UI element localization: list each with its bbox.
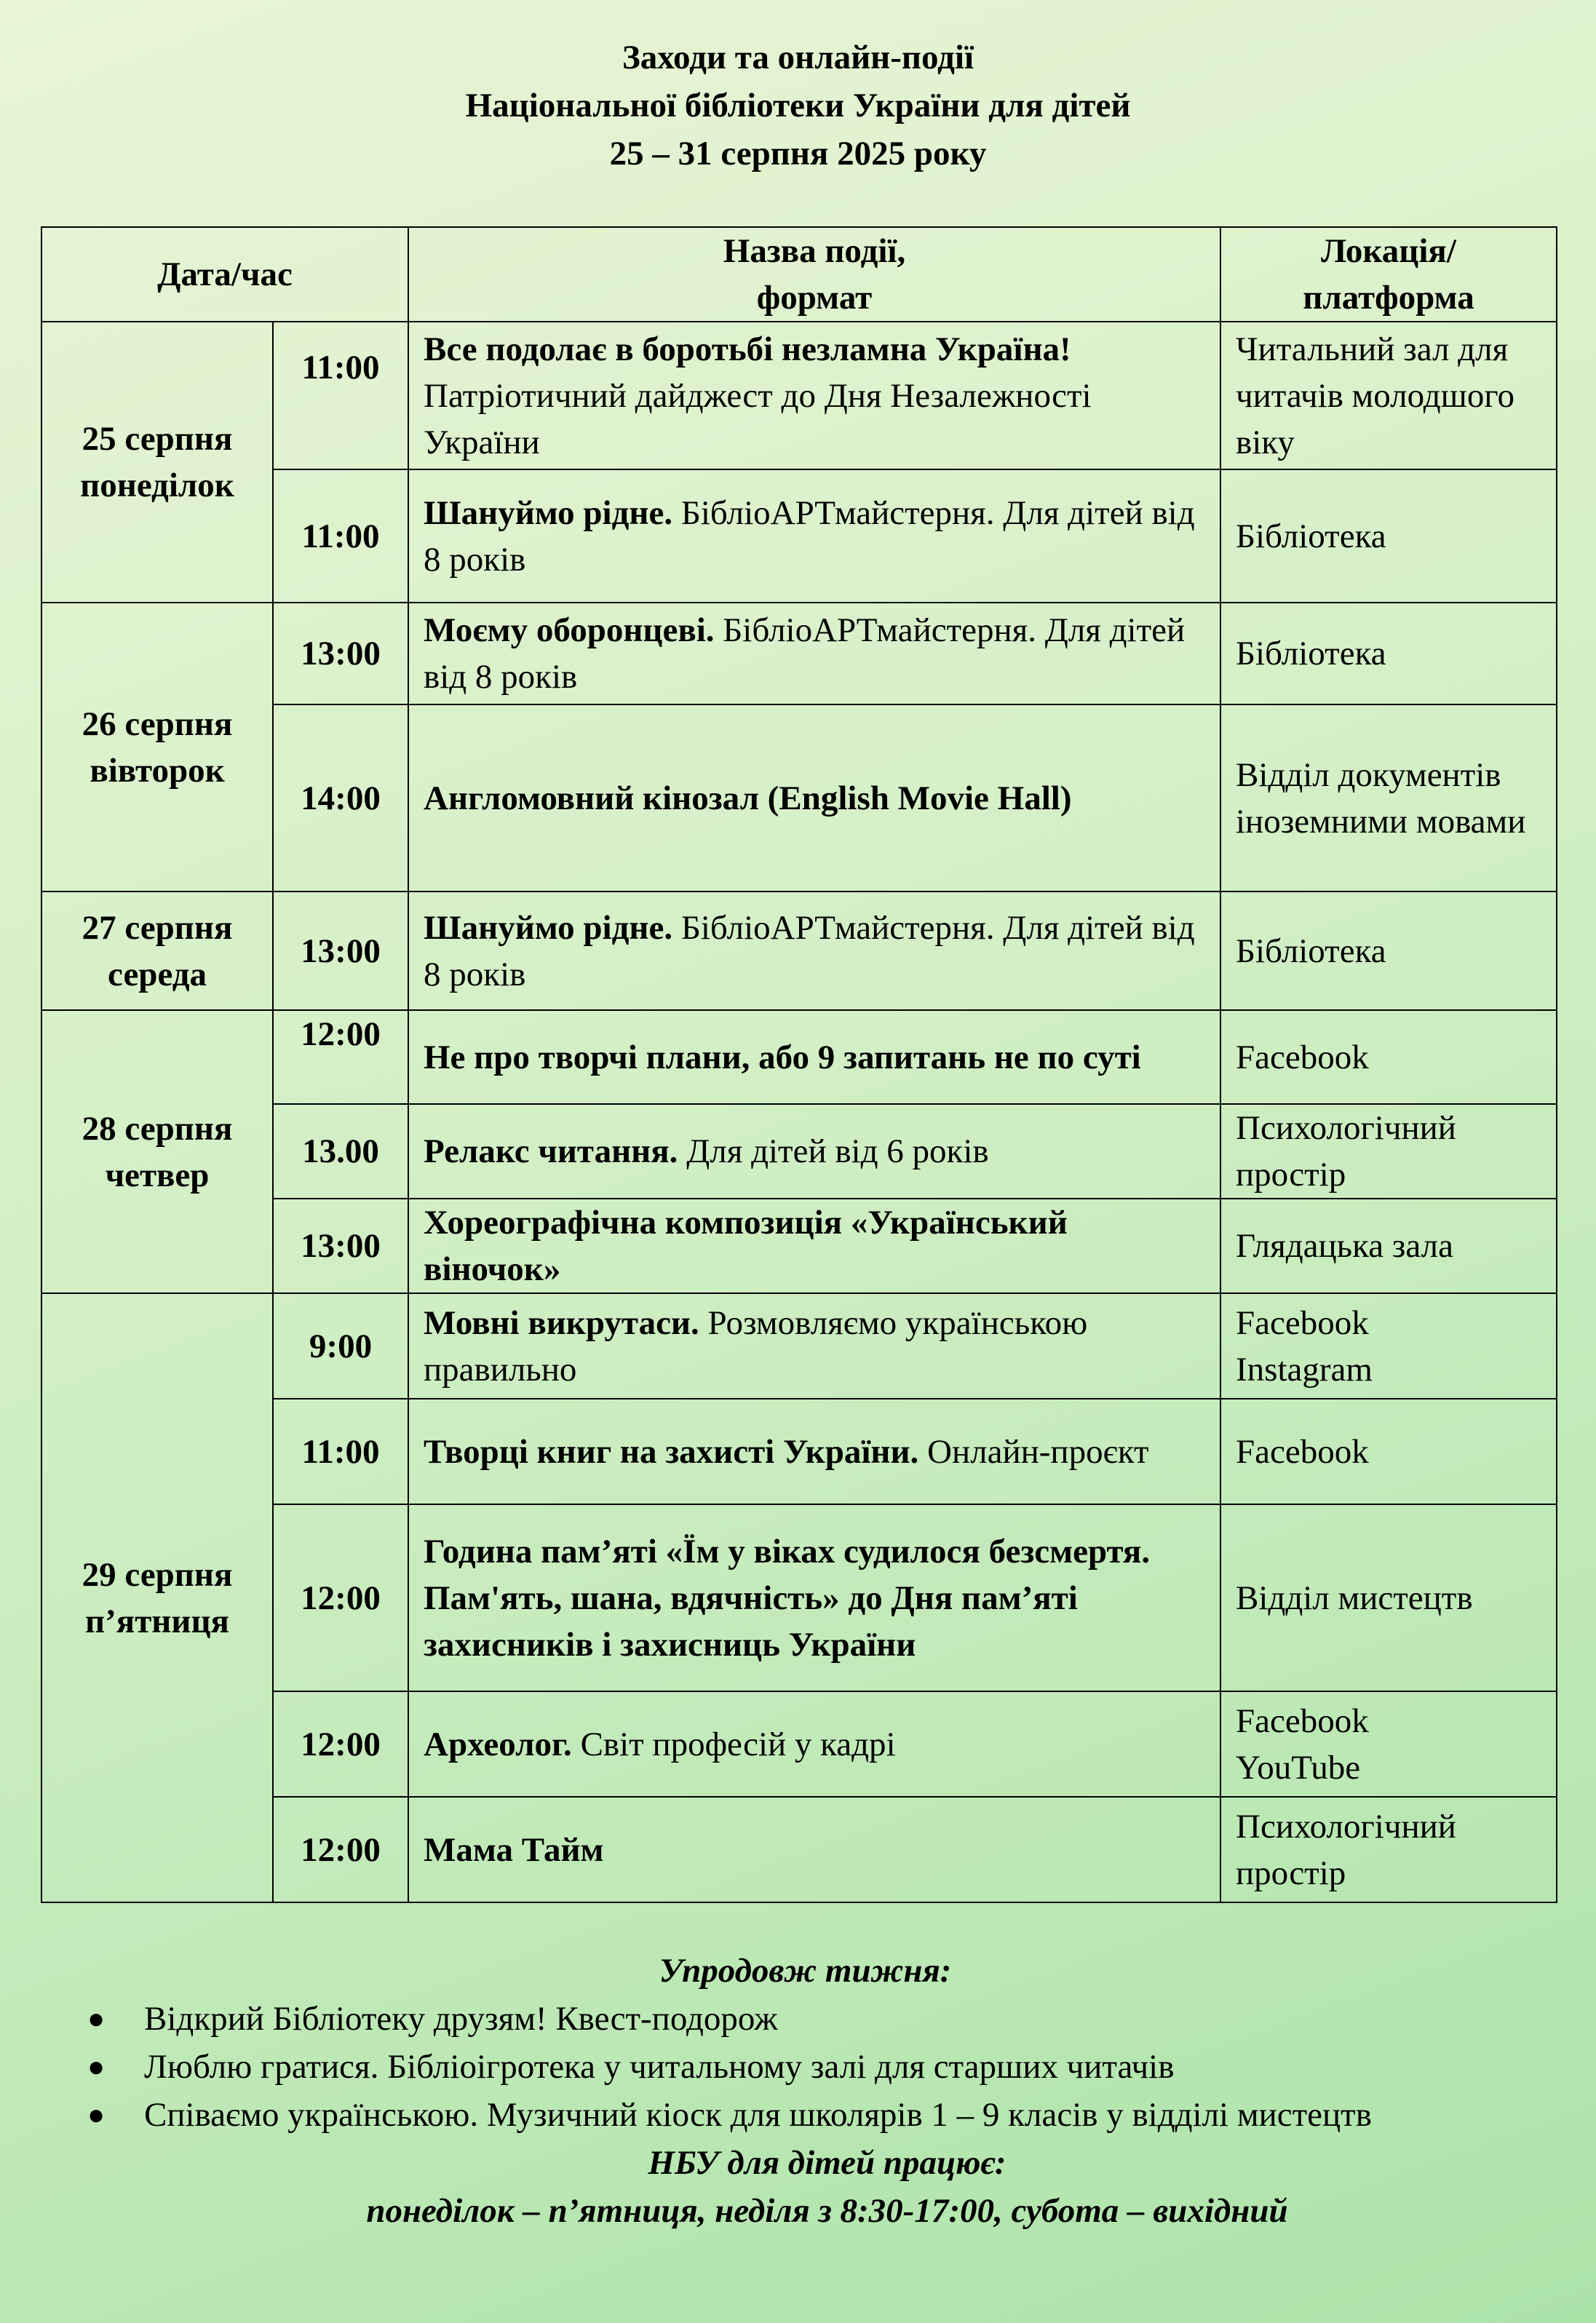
- event-title: Англомовний кінозал (English Movie Hall): [424, 779, 1072, 817]
- table-row: [41, 1010, 1557, 1104]
- event-title: Не про творчі плани, або 9 запитань не по суті: [424, 1038, 1141, 1076]
- title-line-3: 25 – 31 серпня 2025 року: [609, 135, 987, 172]
- header-event: [408, 227, 1220, 322]
- event-cell: [408, 1399, 1220, 1504]
- event-time: 11:00: [273, 322, 408, 469]
- list-item: [87, 1995, 1470, 2043]
- event-desc: Онлайн-проєкт: [918, 1432, 1149, 1471]
- title-line-2: Національної бібліотеки України для дітей: [465, 87, 1131, 124]
- event-location-line-2: YouTube: [1236, 1748, 1361, 1787]
- table-row: [41, 322, 1557, 469]
- title-line-1: Заходи та онлайн-події: [622, 39, 974, 76]
- event-time: 13:00: [273, 892, 408, 1010]
- event-desc: БібліоАРТмайстерня. Для дітей від 8 років: [424, 493, 1195, 579]
- bullet-icon: ●: [87, 2098, 106, 2131]
- event-time: 12:00: [273, 1691, 408, 1797]
- day-cell: [41, 892, 273, 1010]
- event-time: 13:00: [273, 603, 408, 704]
- event-time: 12:00: [273, 1797, 408, 1902]
- event-location-line-1: Facebook: [1236, 1701, 1369, 1740]
- event-location-line-2: Instagram: [1236, 1350, 1373, 1389]
- event-time: 9:00: [273, 1293, 408, 1399]
- header-event-line-2: формат: [756, 279, 873, 317]
- list-item: [87, 2043, 1470, 2091]
- table-row: [41, 603, 1557, 704]
- event-desc: Патріотичний дайджест до Дня Незалежності України: [424, 376, 1092, 461]
- event-cell: [408, 1797, 1220, 1902]
- event-location: Читальний зал для читачів молодшого віку: [1220, 322, 1557, 469]
- day-date: 27 серпня: [82, 908, 233, 947]
- week-section: [0, 1947, 1596, 2235]
- event-title: Година пам’яті «Їм у віках судилося безсмертя. Пам'ять, шана, вдячність» до Дня пам’яті захисників і захисниць України: [424, 1532, 1151, 1664]
- hours-title: НБУ для дітей працює:: [648, 2144, 1007, 2182]
- day-date: 28 серпня: [82, 1109, 233, 1148]
- event-location: Відділ мистецтв: [1220, 1504, 1557, 1691]
- event-cell: [408, 1293, 1220, 1399]
- event-title: Шануймо рідне.: [424, 908, 673, 947]
- event-cell: [408, 1010, 1220, 1104]
- table-row: [41, 892, 1557, 1010]
- header-location-line-1: Локація/: [1321, 232, 1456, 270]
- event-location: [1220, 1691, 1557, 1797]
- day-weekday: четвер: [105, 1156, 210, 1194]
- event-location: Психологічний простір: [1220, 1797, 1557, 1902]
- day-date: 29 серпня: [82, 1555, 233, 1594]
- event-location: Бібліотека: [1220, 469, 1557, 603]
- table-header-row: [41, 227, 1557, 322]
- page-title: [0, 33, 1596, 178]
- header-location: [1220, 227, 1557, 322]
- event-desc: Для дітей від 6 років: [678, 1132, 989, 1170]
- day-weekday: п’ятниця: [85, 1602, 229, 1640]
- event-title: Все подолає в боротьбі незламна Україна!: [424, 330, 1071, 368]
- day-cell: [41, 1293, 273, 1902]
- event-desc: БібліоАРТмайстерня. Для дітей від 8 років: [424, 908, 1195, 993]
- event-cell: [408, 322, 1220, 469]
- event-cell: [408, 704, 1220, 892]
- event-time: 14:00: [273, 704, 408, 892]
- day-date: 25 серпня: [82, 420, 233, 458]
- day-date: 26 серпня: [82, 704, 233, 743]
- event-location-line-1: Facebook: [1236, 1303, 1369, 1342]
- list-item: [87, 2091, 1470, 2139]
- day-cell: [41, 603, 273, 892]
- list-item-text: Відкрий Бібліотеку друзям! Квест-подорож: [144, 2000, 778, 2038]
- day-weekday: вівторок: [90, 751, 225, 790]
- event-desc: Світ професій у кадрі: [571, 1725, 896, 1763]
- day-cell: [41, 1010, 273, 1293]
- list-item-text: Співаємо українською. Музичний кіоск для школярів 1 – 9 класів у відділі мистецтв: [144, 2096, 1372, 2134]
- day-cell: [41, 322, 273, 603]
- event-location: Глядацька зала: [1220, 1199, 1557, 1293]
- event-location: Бібліотека: [1220, 892, 1557, 1010]
- bullet-icon: ●: [87, 2050, 106, 2083]
- event-location: Бібліотека: [1220, 603, 1557, 704]
- event-location: Психологічний простір: [1220, 1104, 1557, 1199]
- table-row: [41, 1293, 1557, 1399]
- header-date: Дата/час: [41, 227, 408, 322]
- event-location: Facebook: [1220, 1010, 1557, 1104]
- event-time: 13:00: [273, 1199, 408, 1293]
- event-title: Шануймо рідне.: [424, 493, 673, 532]
- event-title: Мама Тайм: [424, 1830, 604, 1869]
- event-location: Facebook: [1220, 1399, 1557, 1504]
- header-location-line-2: платформа: [1303, 279, 1474, 317]
- event-location: [1220, 1293, 1557, 1399]
- event-time: 11:00: [273, 1399, 408, 1504]
- list-item-text: Люблю гратися. Бібліоігротека у читальному залі для старших читачів: [144, 2048, 1175, 2086]
- event-cell: [408, 469, 1220, 603]
- event-cell: [408, 1691, 1220, 1797]
- event-cell: [408, 603, 1220, 704]
- event-time: 11:00: [273, 469, 408, 603]
- event-title: Релакс читання.: [424, 1132, 678, 1170]
- event-desc: Розмовляємо українською правильно: [424, 1303, 1088, 1389]
- day-weekday: понеділок: [80, 466, 234, 504]
- event-cell: [408, 1504, 1220, 1691]
- event-title: Творці книг на захисті України.: [424, 1432, 919, 1471]
- event-cell: [408, 1199, 1220, 1293]
- schedule-table: [41, 226, 1557, 1903]
- event-cell: [408, 1104, 1220, 1199]
- day-weekday: середа: [108, 955, 207, 993]
- event-title: Археолог.: [424, 1725, 572, 1763]
- bullet-icon: ●: [87, 2002, 106, 2035]
- event-cell: [408, 892, 1220, 1010]
- event-time: 13.00: [273, 1104, 408, 1199]
- event-desc: БібліоАРТмайстерня. Для дітей від 8 років: [424, 611, 1186, 696]
- week-list: [87, 1995, 1470, 2139]
- event-location: Відділ документів іноземними мовами: [1220, 704, 1557, 892]
- event-time: 12:00: [273, 1504, 408, 1691]
- event-title: Хореографічна композиція «Український віночок»: [424, 1204, 1068, 1288]
- header-event-line-1: Назва події,: [723, 232, 906, 270]
- event-title: Моєму оборонцеві.: [424, 611, 715, 649]
- event-title: Мовні викрутаси.: [424, 1303, 699, 1342]
- event-time: 12:00: [273, 1010, 408, 1104]
- week-title: Упродовж тижня:: [659, 1952, 952, 1990]
- hours-text: понеділок – п’ятниця, неділя з 8:30-17:00, субота – вихідний: [366, 2192, 1288, 2230]
